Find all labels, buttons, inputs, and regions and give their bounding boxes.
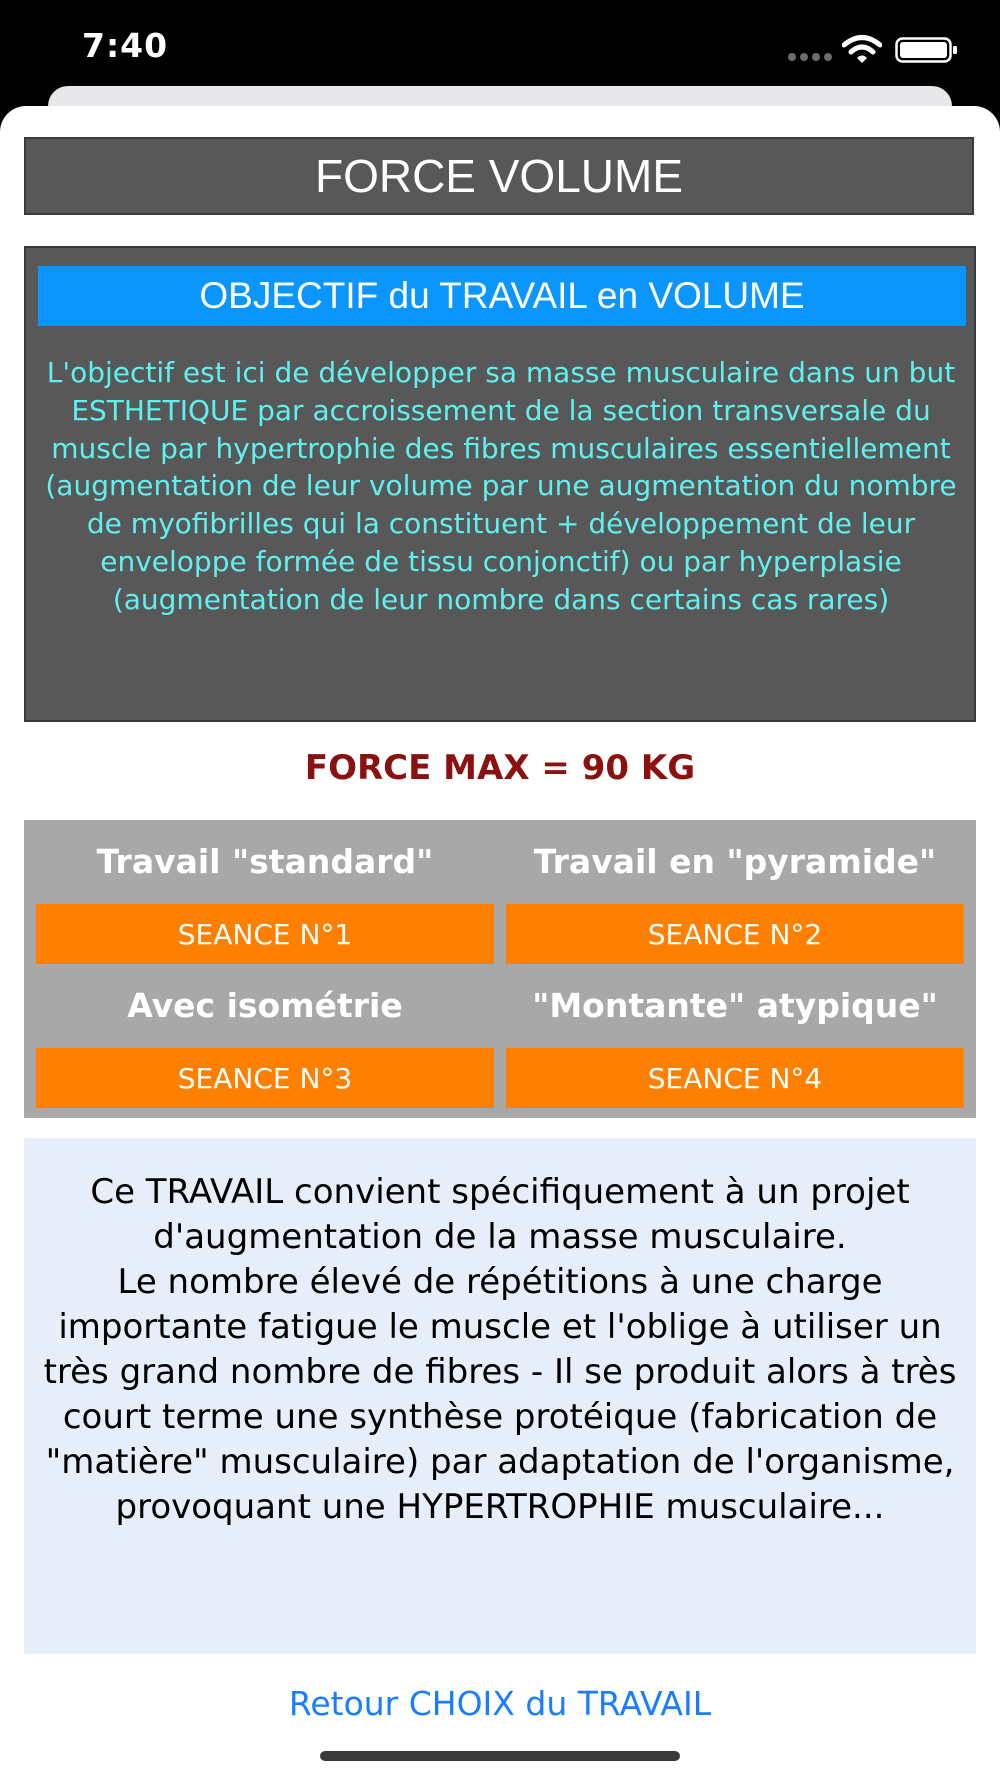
- status-bar: [0, 0, 1000, 100]
- description-text: Ce TRAVAIL convient spécifiquement à un projet d'augmentation de la masse musculaire. Le nombre élevé de répétitions à une charge importante fatigue le muscle et l'oblige à utiliser un très grand nombre de fibres - Il se produit alors à très court terme une synthèse protéique (fabrication de "matière" musculaire) par adaptation de l'organisme, provoquant une HYPERTROPHIE musculaire...: [43, 1172, 957, 1527]
- description-panel: [24, 1138, 976, 1654]
- session-3-label: Avec isométrie: [127, 986, 403, 1025]
- page-title: FORCE VOLUME: [24, 137, 974, 215]
- session-4-button[interactable]: SEANCE N°4: [506, 1048, 964, 1108]
- session-2-label: Travail en "pyramide": [533, 842, 937, 881]
- home-indicator[interactable]: [320, 1751, 680, 1761]
- sessions-grid: [24, 820, 976, 1118]
- objective-panel: [24, 246, 976, 722]
- session-1-label: Travail "standard": [96, 842, 434, 881]
- battery-icon: [895, 37, 959, 63]
- signal-icon: [787, 52, 835, 62]
- wifi-icon: [842, 34, 882, 64]
- session-1-button[interactable]: SEANCE N°1: [36, 904, 494, 964]
- objective-text: L'objectif est ici de développer sa masse musculaire dans un but ESTHETIQUE par accroissement de la section transversale du muscle par hypertrophie des fibres musculaires essentiellement (augmentation de leur volume par une augmentation du nombre de myofibrilles qui la constituent + développement de leur enveloppe formée de tissu conjonctif) ou par hyperplasie (augmentation de leur nombre dans certains cas rares): [45, 356, 957, 616]
- back-to-work-choice-link[interactable]: Retour CHOIX du TRAVAIL: [288, 1684, 712, 1723]
- objective-title: OBJECTIF du TRAVAIL en VOLUME: [38, 266, 966, 326]
- force-max-label: FORCE MAX = 90 KG: [304, 748, 696, 788]
- session-4-label: "Montante" atypique": [532, 986, 938, 1025]
- session-3-button[interactable]: SEANCE N°3: [36, 1048, 494, 1108]
- status-time: 7:40: [82, 26, 169, 65]
- session-2-button[interactable]: SEANCE N°2: [506, 904, 964, 964]
